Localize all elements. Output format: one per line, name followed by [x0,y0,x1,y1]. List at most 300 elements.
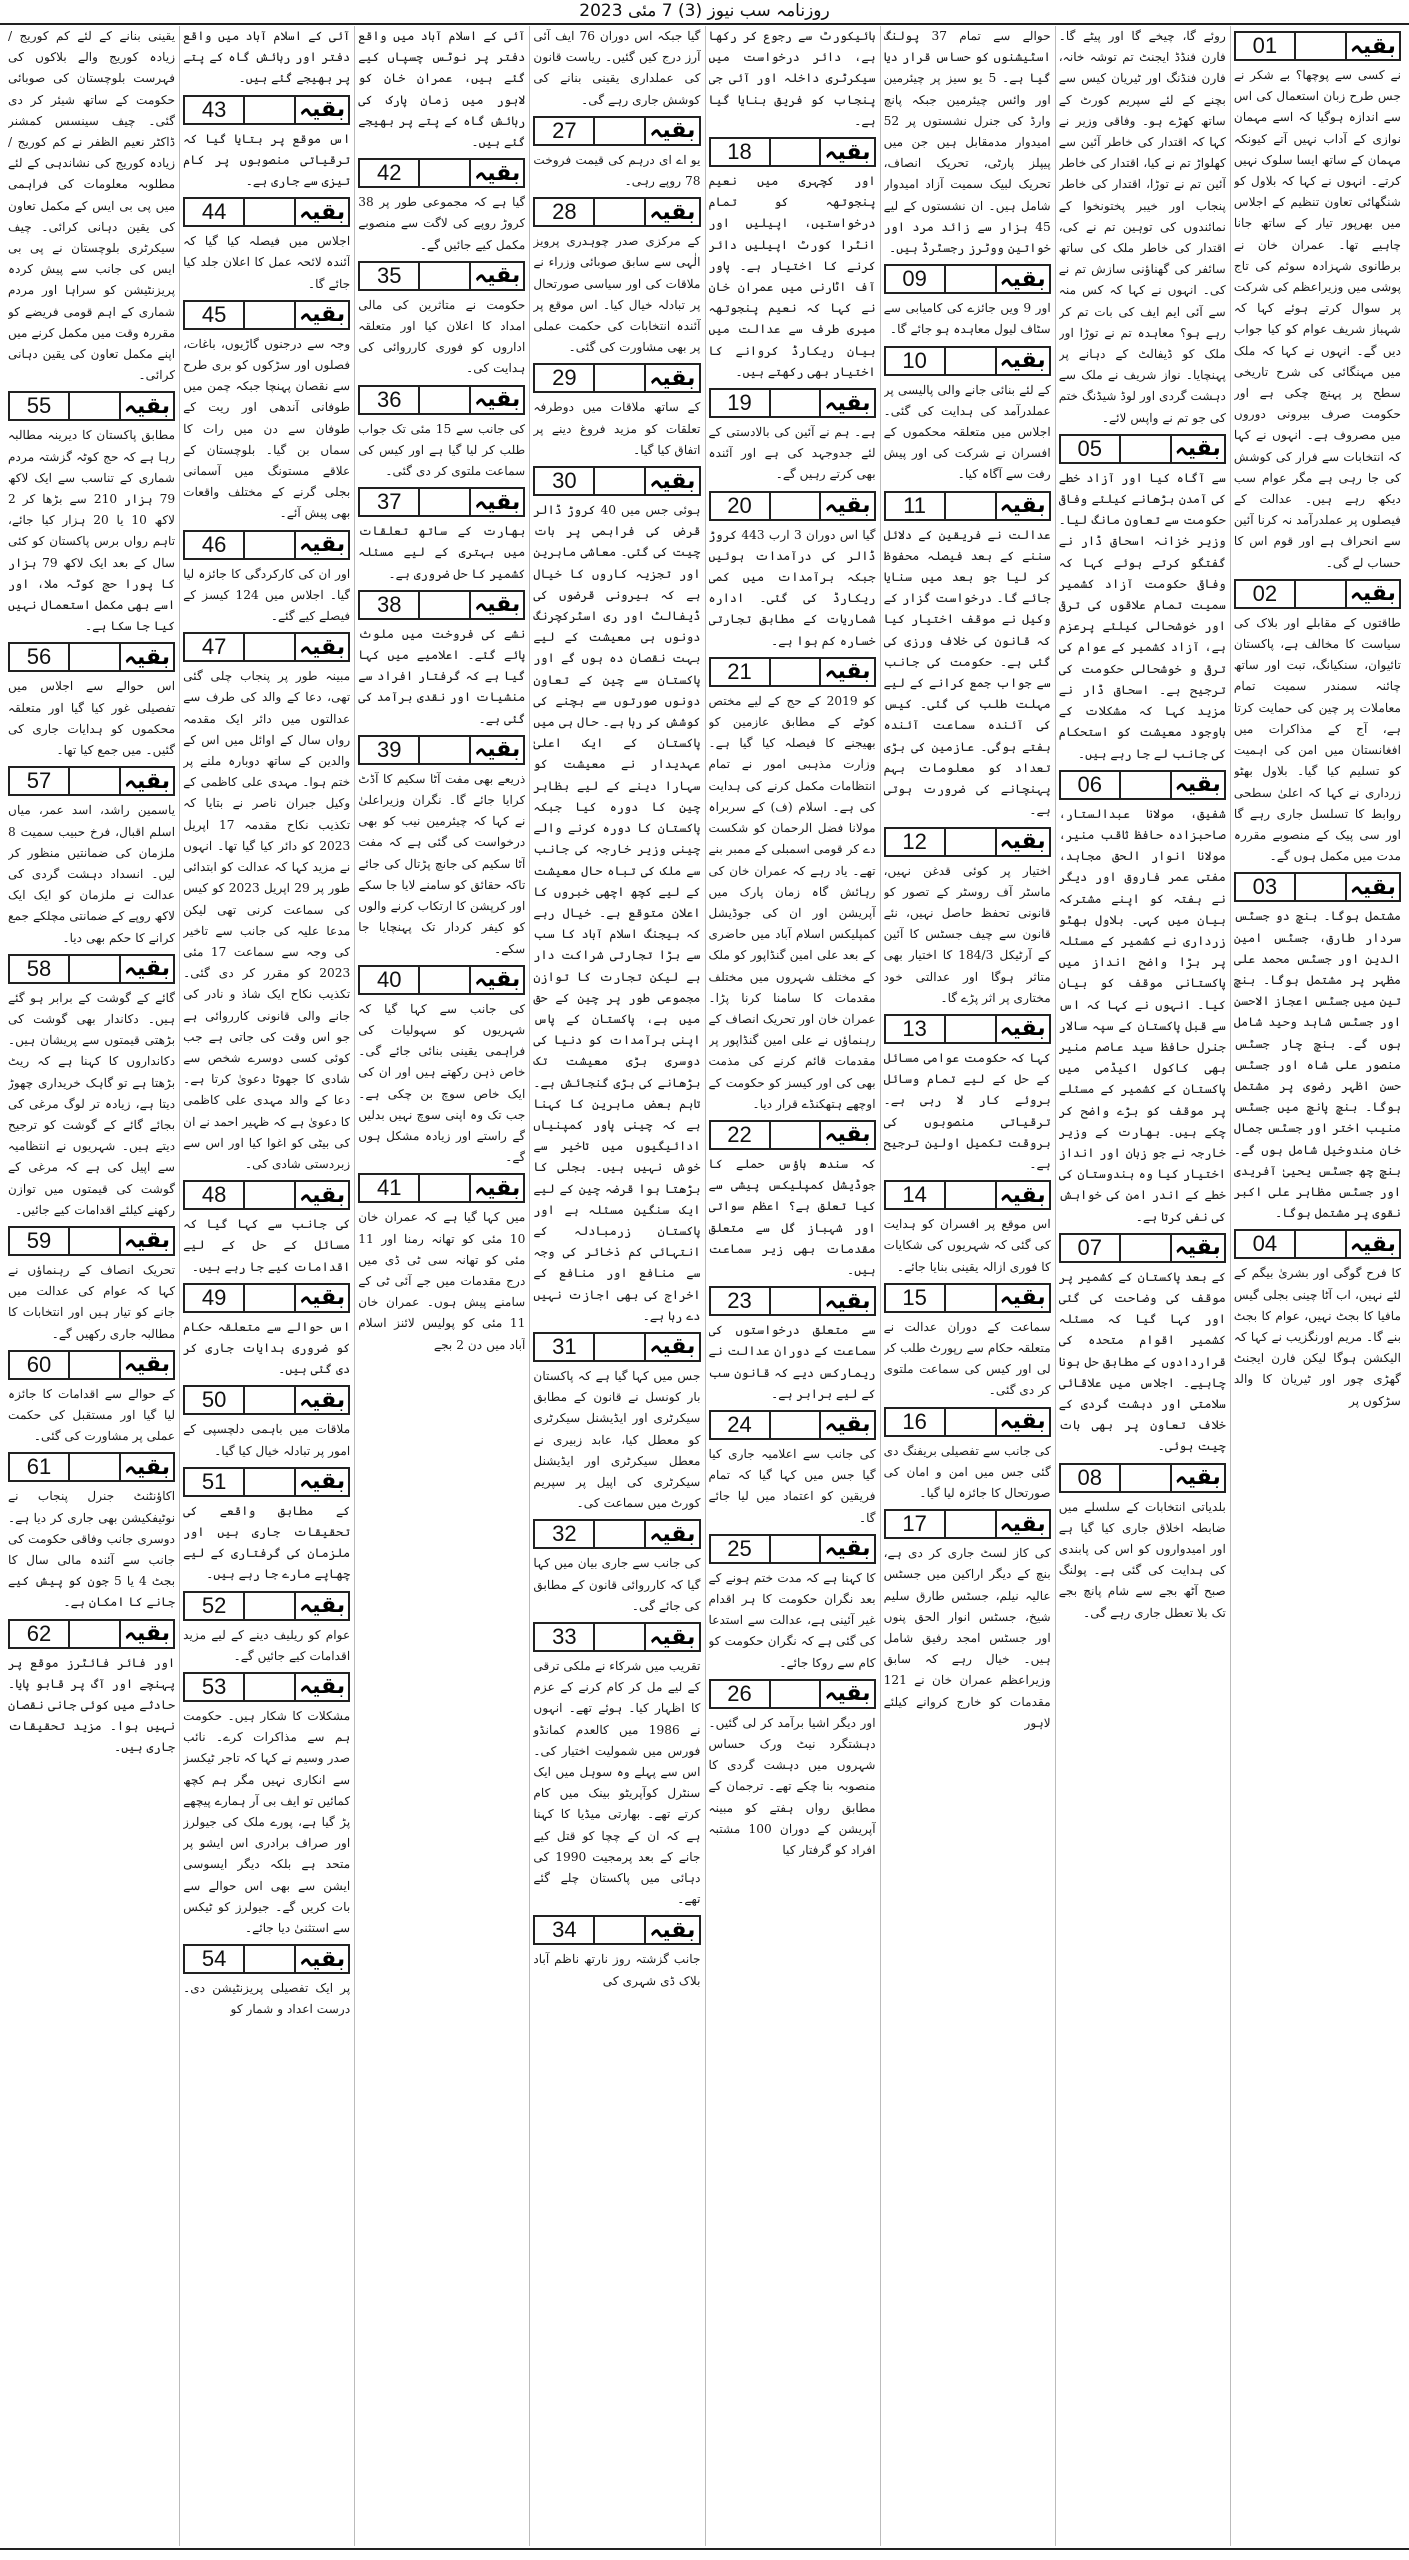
baqiya-number: 05 [1077,435,1102,461]
article-text: اور دیگر اشیا برآمد کر لی گئیں۔ دہشتگرد نیٹ ورک حساس شہروں میں دہشت گردی کا منصوبہ بنا چکے تھے۔ ترجمان کے مطابق رواں ہفتے کو مبینہ آپریشن کے دوران 100 مشتبہ افراد کو گرفتار کیا [708,1715,876,1858]
baqiya-label: بقیہ [995,266,1049,292]
baqiya-blank-cell [944,1182,995,1208]
baqiya-number: 26 [727,1680,752,1706]
baqiya-number: 23 [727,1288,752,1314]
baqiya-blank-cell [593,365,644,391]
baqiya-label: بقیہ [119,1352,173,1378]
baqiya-blank-cell [418,387,469,413]
baqiya-block-62 [8,1619,175,1759]
baqiya-blank-cell [769,390,820,416]
baqiya-blank-cell [243,302,294,328]
baqiya-label: بقیہ [995,348,1049,374]
baqiya-block-52 [183,1591,350,1667]
baqiya-header [358,590,525,620]
article-text: کہ سندھ ہاؤس حملے کا جوڈیشل کمپلیکس پیشی سے کیا تعلق ہے؟ اعظم سواتی اور شہباز گل سے متعلق مقدمات بھی زیر سماعت ہیں۔ [708,1156,876,1277]
column-divider [179,26,180,2546]
baqiya-label: بقیہ [294,1469,348,1495]
baqiya-block-61 [8,1452,175,1613]
baqiya-number: 17 [902,1511,927,1537]
baqiya-block-22 [709,1120,876,1281]
article-text: یقینی بنانے کے لئے کم کوریج / زیادہ کوریج والے بلاکوں کی فہرست بلوچستان کی صوبائی حکومت کے ساتھ شیئر کر دی گئی۔ چیف سینسس کمشنر ڈاکٹر نعیم الظفر نے کم کوریج / زیادہ کوریج کی نشاندہی کے لئے مطلوبہ معلومات کی فراہمی میں پی بی ایس کے مکمل تعاون کی یقین دہانی کرائی۔ چیف سیکرٹری بلوچستان نے پی بی ایس کی جانب سے پیش کردہ پریزنٹیشن کو سراہا اور مردم شماری کے اہم قومی فریضے کو مقررہ وقت میں مکمل کرنے میں اپنے مکمل تعاون کی یقین دہانی کرائی۔ [8,29,176,383]
baqiya-header [533,466,700,496]
article-text: ہوئی جس میں 40 کروڑ ڈالر قرض کی فراہمی پر بات چیت کی گئی۔ معاشی ماہرین اور تجزیہ کاروں کا خیال ہے کہ بیرونی قرضوں کی ڈیفالٹ اور ری اسٹرکچرنگ دونوں ہی معیشت کے لیے بہت نقصان دہ ہوں گے اور پاکستان سے چین کے تعاون دونوں صورتوں سے بچنے کی کوشش کر رہا ہے۔ حال ہی میں پاکستان کے ایک اعلیٰ عہدیدار نے معیشت کو سہارا دینے کے لیے بظاہر چین کا دورہ کیا جبکہ پاکستان کا دورہ کرنے والے چینی وزیر خارجہ کی جانب سے ملک کی تباہ حال معیشت کے لیے کچھ اچھی خبروں کا اعلان متوقع ہے۔ خیال رہے کہ بیجنگ اسلام آباد کا سب سے بڑا تجارتی شراکت دار ہے لیکن تجارت کا توازن مجموعی طور پر چین کے حق میں ہے، پاکستان کے پاس اپنی برآمدات کو دنیا کی دوسری بڑی معیشت تک بڑھانے کی بڑی گنجائش ہے۔ تاہم بعض ماہرین کا کہنا ہے کہ چینی پاور کمپنیاں ادائیگیوں میں تاخیر سے خوش نہیں ہیں۔ بجلی کا بڑھتا ہوا قرضہ چین کے لیے ایک سنگین مسئلہ ہے اور پاکستان زرمبادلہ کے انتہائی کم ذخائر کی وجہ سے منافع اور منافع کے اخراج کی بھی اجازت نہیں دے رہا ہے۔ [533,503,701,1323]
baqiya-number: 01 [1252,33,1278,58]
article-text: جانب گزشتہ روز نارتھ ناظم آباد بلاک ڈی شہری کی [533,1952,701,1988]
baqiya-blank-cell [1119,1465,1170,1491]
baqiya-header [183,530,350,560]
baqiya-number: 22 [727,1121,752,1147]
baqiya-label: بقیہ [995,1409,1049,1435]
baqiya-number: 09 [902,266,927,292]
baqiya-header [533,1332,700,1362]
baqiya-header [183,632,350,662]
baqiya-label: بقیہ [119,768,173,794]
baqiya-block-21 [709,657,876,1115]
baqiya-number: 53 [201,1673,227,1699]
article-text: مبینہ طور پر پنجاب چلی گئی تھی، دعا کے والد کی طرف سے عدالتوں میں دائر ایک مقدمہ رواں سال کے اوائل میں اس کے والدین کے ساتھ دوبارہ ملنے پر ختم ہوا۔ مہدی علی کاظمی کے وکیل جبران ناصر نے بتایا کہ تکذیب نکاح مقدمہ 17 اپریل 2023 کو دائر کیا گیا تھا۔ انہوں نے مزید کہا کہ عدالت کو ابتدائی طور پر 29 اپریل 2023 کو کیس کی سماعت کرنی تھی لیکن مدعا علیہ کی جانب سے تاخیر کی وجہ سے سماعت 17 مئی 2023 کو مقرر کر دی گئی۔ تکذیب نکاح ایک شاذ و نادر کی جانے والی قانونی کارروائی ہے جو اس وقت کی جاتی ہے جب کوئی کسی دوسرے شخص سے شادی کا جھوٹا دعویٰ کرتا ہے۔ دعا کے والد مہدی علی کاظمی کا دعویٰ ہے کہ ظہیر احمد نے ان کی بیٹی کو اغوا کیا اور اس سے زبردستی شادی کی۔ [183,669,351,1171]
baqiya-blank-cell [944,1409,995,1435]
baqiya-blank-cell [418,160,469,186]
baqiya-number: 37 [377,489,402,515]
article-text: اس حوالے سے متعلقہ حکام کو ضروری ہدایات جاری کر دی گئی ہیں۔ [183,1319,351,1377]
article-text: حکومت نے متاثرین کی مالی امداد کا اعلان کیا اور متعلقہ اداروں کو فوری کارروائی کی ہدایت کی۔ [358,297,526,376]
baqiya-header [709,1120,876,1150]
baqiya-block-04 [1234,1229,1401,1411]
baqiya-header [183,1672,350,1702]
baqiya-blank-cell [243,97,294,123]
baqiya-block-17 [884,1509,1051,1734]
article-text: گیا ہے کہ مجموعی طور پر 38 کروڑ روپے کی لاگت سے منصوبے مکمل کیے جائیں گے۔ [358,195,526,252]
baqiya-number: 34 [552,1917,577,1943]
article-text: ملاقات میں باہمی دلچسپی کے امور پر تبادلہ خیال کیا گیا۔ [183,1422,351,1458]
baqiya-block-57 [8,766,175,948]
article-text: کا فرح گوگی اور بشریٰ بیگم کے لئے نہیں، اب آٹا چینی بجلی گیس مافیا کا بجٹ نہیں، عوام کا بجٹ بنے گا۔ مریم اورنگزیب نے کہا کہ الیکشن ہوگا لیکن فارن ایجنٹ گھڑی چور اور ٹیریان کا والد سڑکوں پر [1233,1266,1401,1408]
baqiya-blank-cell [68,393,119,419]
baqiya-blank-cell [243,199,294,225]
baqiya-block-54 [183,1944,350,2020]
baqiya-block-41 [358,1173,525,1355]
article-text: مشکلات کا شکار ہیں۔ حکومت ہم سے مذاکرات کرے۔ نائب صدر وسیم نے کہا کہ تاجر ٹیکسز سے انکاری نہیں مگر ہم کچھ کمائیں تو ایف بی آر ہمارے پیچھے پڑ گیا ہے، پورے ملک کی جیولرز اور صراف برادری اس ایشو پر متحد ہے بلکہ دیگر ایسوسی ایشن سے بھی اس حوالے سے بات کریں گے۔ جیولرز کو ٹیکس سے استثنیٰ دیا جائے۔ [183,1708,351,1936]
baqiya-block-27 [533,116,700,192]
column-divider [880,26,881,2546]
baqiya-block-08 [1059,1463,1226,1624]
baqiya-block-43 [183,95,350,193]
article-text: اور 9 ویں جائزے کی کامیابی سے سٹاف لیول معاہدہ ہو جائے گا۔ [883,301,1051,337]
baqiya-label: بقیہ [1345,874,1399,900]
baqiya-number: 03 [1252,874,1278,900]
article-text: کی جانب سے اعلامیہ جاری کیا گیا جس میں کہا گیا کہ تمام فریقین کو اعتماد میں لیا جائے گا۔ [708,1446,876,1525]
baqiya-blank-cell [68,1454,119,1480]
baqiya-label: بقیہ [1170,1235,1224,1261]
baqiya-block-46 [183,530,350,628]
baqiya-header [1059,1233,1226,1263]
baqiya-number: 32 [552,1521,577,1547]
baqiya-number: 25 [727,1535,752,1561]
baqiya-block-07 [1059,1233,1226,1458]
baqiya-label: بقیہ [819,139,873,165]
article-text: اختیار پر کوئی قدغن نہیں، ماسٹر آف روسٹر کے تصور کو قانونی تحفظ حاصل نہیں، نئے قانون سے چیف جسٹس کا آئین کے آرٹیکل 184/3 کا اختیار بھی متاثر ہوگا اور عدالتی خود مختاری پر اثر پڑے گا۔ [883,863,1051,1005]
baqiya-blank-cell [769,493,820,519]
baqiya-header [709,137,876,167]
column-lead-text [358,26,525,153]
baqiya-blank-cell [944,493,995,519]
baqiya-header [884,827,1051,857]
article-text: گائے کے گوشت کے برابر ہو گئے ہیں۔ دکاندار بھی گوشت کی بڑھتی قیمتوں سے پریشان ہیں۔ دکانداروں کا کہنا ہے کہ ریٹ بڑھتا ہے تو گاہک خریداری چھوڑ دیتا ہے، زیادہ تر لوگ مرغی کی بجائے گائے کے گوشت کو ترجیح دیتے ہیں۔ شہریوں نے انتظامیہ سے اپیل کی ہے کہ مرغی کے گوشت کی قیمتوں میں توازن رکھنے کیلئے اقدامات کیے جائیں۔ [8,990,176,1217]
article-text: کی جانب سے کہا گیا کہ مسائل کے حل کے لیے اقدامات کیے جا رہے ہیں۔ [183,1217,351,1274]
column-divider [1230,26,1231,2546]
baqiya-header [183,1467,350,1497]
baqiya-blank-cell [944,1016,995,1042]
baqiya-blank-cell [944,829,995,855]
article-text: کی جانب سے جاری بیان میں کہا گیا کہ کارروائی قانون کے مطابق کی جائے گی۔ [533,1556,701,1613]
baqiya-block-47 [183,632,350,1175]
column-5 [533,26,700,2546]
baqiya-header [358,261,525,291]
baqiya-number: 33 [552,1624,577,1649]
baqiya-header [709,1286,876,1316]
baqiya-blank-cell [243,1182,294,1208]
baqiya-label: بقیہ [294,1285,348,1311]
article-text: عوام کو ریلیف دینے کے لیے مزید اقدامات کیے جائیں گے۔ [183,1627,351,1663]
baqiya-number: 28 [552,199,577,225]
baqiya-blank-cell [593,199,644,225]
baqiya-label: بقیہ [469,489,523,515]
baqiya-number: 58 [26,955,52,981]
baqiya-blank-cell [769,139,820,165]
column-divider [705,26,706,2546]
baqiya-header [884,1180,1051,1210]
article-text: بھارت کے ساتھ تعلقات میں بہتری کے لیے مسئلہ کشمیر کا حل ضروری ہے۔ [358,524,526,581]
article-text: کے حوالے سے اقدامات کا جائزہ لیا گیا اور مستقبل کی حکمت عملی پر مشاورت کی گئی۔ [8,1386,176,1444]
baqiya-block-29 [533,363,700,461]
article-text: میں کہا گیا ہے کہ عمران خان 10 مئی کو تھانہ رمنا اور 11 مئی کو تھانہ سی ٹی ڈی میں درج مقدمات میں جے آئی ٹی کے سامنے پیش ہوں۔ عمران خان 11 مئی کو پولیس لائنز اسلام آباد میں دن 2 بجے [358,1210,526,1352]
baqiya-block-58 [8,954,175,1221]
baqiya-block-16 [884,1407,1051,1505]
article-text: آئی کے اسلام آباد میں واقع دفتر پر نوٹس چسپاں کیے گئے ہیں، عمران خان کو لاہور میں زمان پارک کی رہائش گاہ کے پتے پر بھیجے گئے ہیں۔ [358,29,526,150]
baqiya-header [358,385,525,415]
baqiya-label: بقیہ [119,393,173,419]
baqiya-label: بقیہ [294,1182,348,1208]
article-text: کے بعد پاکستان کے کشمیر پر موقف کی وضاحت کی گئی اور کہا گیا کہ مسئلہ کشمیر اقوام متحدہ کی قراردادوں کے مطابق حل ہونا چاہیے۔ اجلاس میں علاقائی سلامتی اور دہشت گردی کے خلاف تعاون پر بھی بات چیت ہوئی۔ [1058,1269,1226,1454]
baqiya-block-60 [8,1350,175,1448]
baqiya-label: بقیہ [294,302,348,328]
baqiya-block-11 [884,491,1051,822]
baqiya-header [183,1180,350,1210]
column-divider [529,26,530,2546]
article-text: جس میں کہا گیا ہے کہ پاکستان بار کونسل نے قانون کے مطابق سیکرٹری اور ایڈیشنل سیکرٹری کو معطل کیا، عابد زبیری نے معطل سیکرٹری اور ایڈیشنل سیکرٹری کی اپیل پر سپریم کورٹ میں سماعت کی۔ [533,1368,701,1511]
baqiya-number: 40 [377,966,402,992]
baqiya-number: 59 [26,1227,52,1253]
baqiya-label: بقیہ [819,1536,873,1562]
column-lead-text [8,26,175,386]
baqiya-blank-cell [68,644,119,670]
baqiya-label: بقیہ [294,97,348,123]
baqiya-number: 43 [201,96,227,122]
baqiya-label: بقیہ [1170,436,1224,462]
baqiya-blank-cell [769,1288,820,1314]
baqiya-header [1234,579,1401,609]
baqiya-label: بقیہ [294,1946,348,1972]
baqiya-header [8,766,175,796]
baqiya-label: بقیہ [1345,581,1399,607]
baqiya-block-42 [358,158,525,256]
baqiya-block-56 [8,642,175,761]
article-text: کہا کہ حکومت عوامی مسائل کے حل کے لیے تمام وسائل بروئے کار لا رہی ہے۔ ترقیاتی منصوبوں کی بروقت تکمیل اولین ترجیح ہے۔ [883,1050,1051,1171]
baqiya-block-09 [884,264,1051,340]
baqiya-label: بقیہ [294,1674,348,1700]
baqiya-blank-cell [1119,1235,1170,1261]
article-text: کے مطابق واقعے کی تحقیقات جاری ہیں اور ملزمان کی گرفتاری کے لیے چھاپے مارے جا رہے ہیں۔ [183,1503,351,1582]
baqiya-label: بقیہ [819,1681,873,1707]
baqiya-block-40 [358,965,525,1169]
baqiya-header [358,1173,525,1203]
baqiya-header [183,1283,350,1313]
baqiya-header [1234,1229,1401,1259]
article-text: کو 2019 کے حج کے لیے مختص کوٹے کے مطابق عازمین کو بھیجنے کا فیصلہ کیا گیا ہے۔ وزارت مذہبی امور نے تمام انتظامات مکمل کرنے کی ہدایت کی ہے۔ اسلام (ف) کے سربراہ مولانا فضل الرحمان کو شکست دے کر قومی اسمبلی کے ممبر بنے تھے۔ یاد رہے کہ عمران خان کی رہائش گاہ زمان پارک میں آپریشن اور ان کی جوڈیشل کمپلیکس اسلام آباد میں حاضری کے بعد علی امین گنڈاپور کو ملک کے مختلف شہروں میں مختلف مقدمات کا سامنا کرنا پڑا۔ عمران خان اور تحریک انصاف کے رہنماؤں نے علی امین گنڈاپور پر مقدمات قائم کرنے کی مذمت بھی کی اور کیسز کو حکومت کے اوچھے ہتھکنڈے قرار دیا۔ [708,693,876,1111]
baqiya-block-15 [884,1283,1051,1402]
baqiya-block-36 [358,385,525,483]
baqiya-block-34 [533,1915,700,1991]
baqiya-header [709,1410,876,1440]
article-text: ہے۔ ہم نے آئین کی بالادستی کے لئے جدوجہد کی ہے اور آئندہ بھی کرتے رہیں گے۔ [708,425,876,482]
baqiya-label: بقیہ [469,387,523,413]
baqiya-number: 31 [552,1333,577,1359]
baqiya-number: 06 [1077,771,1102,797]
baqiya-number: 20 [727,492,752,518]
baqiya-blank-cell [68,1352,119,1378]
baqiya-number: 44 [201,199,227,225]
article-text: اکاؤنٹنٹ جنرل پنجاب نے نوٹیفکیشن بھی جاری کر دیا ہے۔ دوسری جانب وفاقی حکومت کی جانب سے آئندہ مالی سال کا بجٹ 4 یا 5 جون کو پیش کیے جانے کا امکان ہے۔ [8,1489,176,1610]
baqiya-header [533,116,700,146]
baqiya-block-26 [709,1679,876,1861]
baqiya-number: 21 [727,658,752,684]
baqiya-number: 62 [26,1620,52,1646]
article-text: کی جانب سے 15 مئی تک جواب طلب کر لیا گیا ہے اور کیس کی سماعت ملتوی کر دی گئی۔ [358,421,526,479]
article-text: کی کاز لسٹ جاری کر دی ہے، بنچ کے دیگر اراکین میں جسٹس عالیہ نیلم، جسٹس طارق سلیم شیخ، جسٹس انوار الحق پنوں اور جسٹس امجد رفیق شامل ہیں۔ خیال رہے کہ سابق وزیراعظم عمران خان نے 121 مقدمات کو خارج کروانے کیلئے لاہور [883,1546,1051,1730]
baqiya-block-24 [709,1410,876,1529]
baqiya-blank-cell [68,1228,119,1254]
baqiya-label: بقیہ [294,634,348,660]
column-divider [1055,26,1056,2546]
baqiya-header [884,346,1051,376]
baqiya-header [8,391,175,421]
baqiya-blank-cell [1119,436,1170,462]
baqiya-blank-cell [68,1621,119,1647]
baqiya-label: بقیہ [469,1175,523,1201]
baqiya-label: بقیہ [119,1454,173,1480]
baqiya-label: بقیہ [819,1412,873,1438]
article-text: ذریعے بھی مفت آٹا سکیم کا آڈٹ کرایا جائے گا۔ نگران وزیراعلیٰ نے کہا کہ چیئرمین نیب کو بھی درخواست کی گئی ہے کہ مفت آٹا سکیم کی جانچ پڑتال کی جائے تاکہ حقائق کو سامنے لایا جا سکے اور کرپشن کا ارتکاب کرنے والوں کو کیفر کردار تک پہنچایا جا سکے۔ [358,771,526,956]
baqiya-number: 10 [902,347,927,373]
baqiya-block-31 [533,1332,700,1514]
baqiya-block-55 [8,391,175,637]
article-text: تقریب میں شرکاء نے ملکی ترقی کے لیے مل کر کام کرنے کے عزم کا اظہار کیا۔ ہوئے تھے۔ انہوں نے 1986 میں کالعدم کمانڈو فورس میں شمولیت اختیار کی۔ اس سے پہلے وہ سوہل میں ایک سنٹرل کوآپریٹو بینک میں کام کرتے تھے۔ بھارتی میڈیا کا کہنا ہے کہ ان کے چچا کو قتل کیے جانے کے بعد پرمجیت 1990 کی دہائی میں پاکستان چلے گئے تھے۔ [533,1659,701,1907]
baqiya-number: 50 [201,1387,227,1413]
baqiya-block-35 [358,261,525,380]
baqiya-label: بقیہ [294,199,348,225]
column-lead-text [1059,26,1226,429]
baqiya-label: بقیہ [995,1285,1049,1311]
baqiya-label: بقیہ [644,468,698,494]
baqiya-blank-cell [418,737,469,763]
baqiya-label: بقیہ [1170,772,1224,798]
baqiya-header [183,95,350,125]
article-text: گیا جبکہ اس دوران 76 ایف آئی آرز درج کیں گئیں۔ ریاست قانون کی عملداری یقینی بنانے کی کوشش جاری رہے گی۔ [533,29,701,107]
baqiya-blank-cell [243,1285,294,1311]
baqiya-block-30 [533,466,700,1327]
baqiya-header [709,388,876,418]
baqiya-blank-cell [944,348,995,374]
baqiya-block-01 [1234,31,1401,574]
baqiya-block-05 [1059,434,1226,765]
column-divider [354,26,355,2546]
masthead-rule [0,23,1409,25]
baqiya-label: بقیہ [294,1593,348,1619]
baqiya-blank-cell [769,1681,820,1707]
baqiya-block-44 [183,197,350,295]
article-text: شفیق، مولانا عبدالستار، صاحبزادہ حافظ ثاقب منیر، مولانا انوار الحق مجاہد، مفتی عمر فاروق اور دیگر نے ہفتہ کو اپنے مشترکہ بیان میں کہی۔ بلاول بھٹو زرداری نے کشمیر کے مسئلہ پر بڑا واضح انداز میں پاکستانی موقف کو بیان کیا۔ انہوں نے کہا کہ اس سے قبل پاکستان کے سپہ سالار جنرل حافظ سید عاصم منیر بھی کاکول اکیڈمی میں پاکستان کے کشمیر کے مسئلے پر موقف کو بڑے واضح کر چکے ہیں۔ بھارت کے وزیر خارجہ نے جو زبان اور انداز اختیار کیا وہ ہندوستان کی خطے کے اندر امن کی خواہش کی نفی کرتا ہے۔ [1058,806,1226,1224]
baqiya-label: بقیہ [1345,1231,1399,1257]
article-text: طاقتوں کے مقابلے اور بلاک کی سیاست کا مخالف ہے، پاکستان تائیوان، سنکیانگ، تبت اور ساتھ چائنہ سمندر سمیت تمام معاملات پر چین کی حمایت کرتا ہے، آج کے مذاکرات میں افغانستان میں امن کی اہمیت کو تسلیم کیا گیا۔ بلاول بھٹو زرداری نے کہا کہ اعلیٰ سطحی روابط کا تسلسل جاری رہے گا اور سی پیک کے منصوبے مقررہ مدت میں مکمل ہوں گے۔ [1233,615,1401,864]
baqiya-number: 41 [377,1175,402,1201]
baqiya-blank-cell [944,1285,995,1311]
baqiya-label: بقیہ [119,1228,173,1254]
baqiya-header [183,1944,350,1974]
article-text: اس موقع پر افسران کو ہدایت کی گئی کہ شہریوں کی شکایات کا فوری ازالہ یقینی بنایا جائے۔ [883,1217,1051,1274]
baqiya-label: بقیہ [644,365,698,391]
masthead-title: روزنامہ سب نیوز (3) 7 مئی 2023 [579,1,830,21]
column-lead-text [709,26,876,132]
article-text: نے کسی سے پوچھا؟ بے شکر نے جس طرح زبان استعمال کی اس سے اندازہ ہوگیا کہ اسے مہمان نوازی کے آداب نہیں آتے کیونکہ مہمان کے ساتھ ایسا سلوک نہیں کرتے۔ انہوں نے کہا کہ بلاول کو شنگھائی تعاون تنظیم کے اجلاس میں بھرپور تیار کے ساتھ جانا چاہیے تھا۔ عمران خان نے برطانوی شہزادہ سوئم کی تاج پوشی میں وزیراعظم کی شرکت پر سوال کرتے ہوئے کہا کہ شہباز شریف عوام کو کیا جواب دیں گے۔ انہوں نے کہا کہ ملک میں مہنگائی کی شرح تاریخی سطح پر پہنچ چکی ہے اور حکومت صرف بیرونی دوروں میں مصروف ہے۔ انہوں نے کہا کہ انتخابات سے فرار کی کوشش کی جا رہی ہے مگر عوام سب دیکھ رہے ہیں۔ عدالت کے فیصلوں پر عملدرآمد نہ کرنا آئین سے انحراف ہے اور قوم اس کا حساب لے گی۔ [1233,68,1401,570]
article-text: عدالت نے فریقین کے دلائل سننے کے بعد فیصلہ محفوظ کر لیا جو بعد میں سنایا جائے گا۔ درخواست گزار کے وکیل نے موقف اختیار کیا کہ قانون کی خلاف ورزی کی گئی ہے۔ حکومت کی جانب سے جواب جمع کرانے کے لیے مہلت طلب کی گئی۔ کیس کی آئندہ سماعت آئندہ ہفتے ہوگی۔ عازمین کی بڑی تعداد کو معلومات بہم پہنچانے کی ضرورت ہوتی ہے۔ [883,527,1051,818]
article-text: اور ان کی کارکردگی کا جائزہ لیا گیا۔ اجلاس میں 124 کیسز کے فیصلے کیے گئے۔ [183,566,351,624]
article-text: مشتمل ہوگا۔ بنچ دو جسٹس سردار طارق، جسٹس امین الدین اور جسٹس محمد علی مظہر پر مشتمل ہوگا۔ بنچ تین میں جسٹس اعجاز الاحسن اور جسٹس شاہد وحید شامل ہوں گے۔ بنچ چار جسٹس منصور علی شاہ اور جسٹس حسن اظہر رضوی پر مشتمل ہوگا۔ بنچ پانچ میں جسٹس منیب اختر اور جسٹس جمال خان مندوخیل شامل ہوں گے۔ بنچ چھ جسٹس یحییٰ آفریدی اور جسٹس مظاہر علی اکبر نقوی پر مشتمل ہوگا۔ [1233,909,1401,1221]
baqiya-label: بقیہ [995,1182,1049,1208]
baqiya-blank-cell [769,1536,820,1562]
baqiya-number: 49 [201,1284,227,1310]
baqiya-header [8,1350,175,1380]
baqiya-number: 36 [377,386,402,412]
baqiya-label: بقیہ [469,967,523,993]
baqiya-number: 30 [552,468,577,494]
column-7 [183,26,350,2546]
article-text: اور کچہری میں نعیم پنجوتھہ کو تمام درخواستیں، اپیلیں اور انٹرا کورٹ اپیلیں دائر کرنے کا اختیار ہے۔ پاور آف اٹارنی میں عمران خان نے کہا کہ نعیم پنجوتھہ میری طرف سے عدالت میں بیان ریکارڈ کروانے کا اختیار بھی رکھتے ہیں۔ [708,174,876,379]
baqiya-blank-cell [68,956,119,982]
baqiya-blank-cell [243,1387,294,1413]
baqiya-header [358,735,525,765]
article-text: روئے گا، چیخے گا اور پیٹے گا۔ فارن فنڈڈ ایجنٹ تم توشہ خانہ، فارن فنڈنگ اور ٹیریان کیس سے بچنے کے لئے سپریم کورٹ کے ساتھ کھڑے ہو۔ وفاقی وزیر نے کہا کہ اقتدار کی خاطر آئین سے کھلواڑ تم نے کیا، اقتدار کی خاطر آئین تم نے توڑا، اقتدار کی خاطر پنجاب اور خیبر پختونخوا کے نمائندوں کی توہین تم نے کی، اقتدار کی خاطر ملک کی ساتھ سائفر کی گھناؤنی سازش تم نے کی۔ انہوں نے کہا کہ کس منہ سے آئی ایم ایف کی بات تم کر رہے ہو؟ معاہدہ تم نے توڑا اور ملک کو ڈیفالٹ کے دہانے پر پہنچایا۔ نواز شریف نے ملک سے دہشت گردی اور لوڈ شیڈنگ ختم کی جو تم نے واپس لائے۔ [1058,29,1226,425]
article-text: کا کہنا ہے کہ مدت ختم ہونے کے بعد نگران حکومت کا ہر اقدام غیر آئینی ہے، عدالت سے استدعا کی گئی ہے کہ نگران حکومت کو کام سے روکا جائے۔ [708,1570,876,1670]
baqiya-blank-cell [593,1917,644,1943]
column-8 [8,26,175,2546]
baqiya-blank-cell [243,1469,294,1495]
baqiya-block-18 [709,137,876,383]
baqiya-number: 07 [1077,1234,1102,1260]
baqiya-block-03 [1234,872,1401,1224]
baqiya-label: بقیہ [819,493,873,519]
baqiya-label: بقیہ [119,956,173,982]
baqiya-blank-cell [418,1175,469,1201]
baqiya-block-06 [1059,770,1226,1228]
baqiya-block-23 [709,1286,876,1405]
baqiya-number: 29 [552,365,577,391]
baqiya-block-38 [358,590,525,730]
column-lead-text [533,26,700,111]
baqiya-block-49 [183,1283,350,1381]
baqiya-blank-cell [1119,772,1170,798]
baqiya-number: 45 [201,301,227,327]
column-3 [884,26,1051,2546]
baqiya-label: بقیہ [644,1624,698,1650]
baqiya-label: بقیہ [819,1288,873,1314]
column-6 [358,26,525,2546]
article-text: اس موقع پر بتایا گیا کہ ترقیاتی منصوبوں پر کام تیزی سے جاری ہے۔ [183,131,351,189]
baqiya-number: 38 [377,591,402,617]
baqiya-number: 18 [727,139,752,165]
article-text: کے لئے بنائی جانے والی پالیسی پر عملدرآمد کی ہدایت کی گئی۔ اجلاس میں متعلقہ محکموں کے افسران نے شرکت کی اور پیش رفت سے آگاہ کیا۔ [883,382,1051,482]
baqiya-label: بقیہ [995,493,1049,519]
baqiya-block-45 [183,300,350,525]
baqiya-number: 16 [902,1408,927,1434]
baqiya-label: بقیہ [294,1387,348,1413]
article-text: کے ساتھ ملاقات میں دوطرفہ تعلقات کو مزید فروغ دینے پر اتفاق کیا گیا۔ [533,400,701,457]
baqiya-blank-cell [1294,874,1345,900]
baqiya-number: 12 [902,828,927,854]
baqiya-label: بقیہ [469,592,523,618]
baqiya-header [1059,1463,1226,1493]
baqiya-header [709,657,876,687]
baqiya-header [8,642,175,672]
baqiya-blank-cell [243,1593,294,1619]
baqiya-label: بقیہ [644,1521,698,1547]
baqiya-label: بقیہ [819,1122,873,1148]
article-text: یاسمین راشد، اسد عمر، میاں اسلم اقبال، فرخ حبیب سمیت 8 ملزمان کی ضمانتیں منظور کر لیں۔ انسداد دہشت گردی کی عدالت نے ملزمان کو ایک ایک لاکھ روپے کے ضمانتی مچلکے جمع کرانے کا حکم بھی دیا۔ [8,803,176,945]
baqiya-blank-cell [1294,1231,1345,1257]
baqiya-block-20 [709,491,876,652]
baqiya-header [884,491,1051,521]
article-text: سے آگاہ کیا اور آزاد خطے کی آمدن بڑھانے کیلئے وفاقی حکومت سے تعاون مانگ لیا۔ وزیر خزانہ اسحاق ڈار نے گفتگو کرتے ہوئے کہا کہ وفاقی حکومت آزاد کشمیر سمیت تمام علاقوں کی ترقی اور خوشحالی کیلئے پرعزم ہے، آزاد کشمیر کے عوام کی ترقی و خوشحالی حکومت کی ترجیح ہے۔ اسحاق ڈار نے مزید کہا کہ مشکلات کے باوجود معیشت کو استحکام کی جانب لے جا رہے ہیں۔ [1058,470,1226,761]
baqiya-number: 08 [1077,1464,1102,1490]
baqiya-header [1234,872,1401,902]
baqiya-number: 54 [201,1946,227,1972]
baqiya-header [358,487,525,517]
article-text: آئی کے اسلام آباد میں واقع دفتر اور رہائش گاہ کے پتے پر بھیجے گئے ہیں۔ [183,29,351,86]
baqiya-block-19 [709,388,876,486]
baqiya-number: 51 [201,1468,227,1494]
baqiya-blank-cell [243,532,294,558]
baqiya-block-28 [533,197,700,358]
article-text: گیا اس دوران 3 ارب 443 کروڑ ڈالر کی درآمدات ہوئیں جبکہ برآمدات میں کمی ریکارڈ کی گئی۔ ادارہ شماریات کے مطابق تجارتی خسارہ کم ہوا ہے۔ [708,527,876,648]
baqiya-header [1059,434,1226,464]
baqiya-block-32 [533,1519,700,1617]
article-text: کی جانب سے کہا گیا کہ شہریوں کو سہولیات کی فراہمی یقینی بنائی جائے گی۔ خاص ذہن رکھتے ہیں اور ان کی ایک خاص سوچ بن چکی ہے۔ جب تک وہ اپنی سوچ نہیں بدلیں گے راستے اور زیادہ مشکل ہوں گے۔ [358,1001,526,1165]
baqiya-header [884,1407,1051,1437]
baqiya-header [183,300,350,330]
baqiya-header [358,965,525,995]
baqiya-blank-cell [593,118,644,144]
baqiya-blank-cell [769,1412,820,1438]
baqiya-blank-cell [1294,581,1345,607]
baqiya-header [533,1519,700,1549]
article-text: نشے کی فروخت میں ملوث پائے گئے۔ اعلامیے میں کہا گیا ہے کہ گرفتار افراد سے منشیات اور نقدی برآمد کی گئی ہے۔ [358,626,526,726]
baqiya-label: بقیہ [995,829,1049,855]
article-text: کی جانب سے تفصیلی بریفنگ دی گئی جس میں امن و امان کی صورتحال کا جائزہ لیا گیا۔ [883,1443,1051,1500]
baqiya-block-25 [709,1534,876,1674]
baqiya-block-33 [533,1622,700,1910]
baqiya-block-37 [358,487,525,585]
baqiya-block-59 [8,1226,175,1345]
baqiya-label: بقیہ [119,644,173,670]
